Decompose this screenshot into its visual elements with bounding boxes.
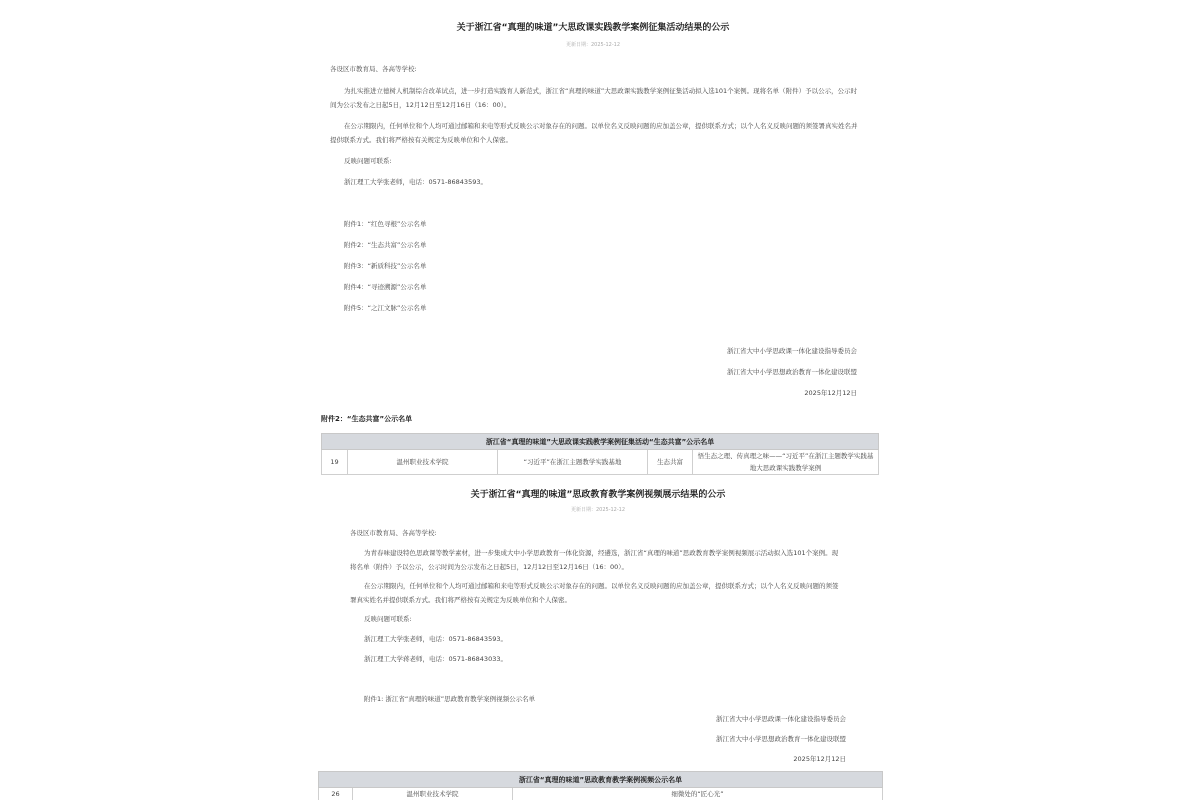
notice2-sign-date: 2025年12月12日 (793, 755, 846, 763)
notice1-contact: 浙江理工大学张老师，电话：0571-86843593。 (344, 178, 487, 186)
notice1-signer: 浙江省大中小学思政课一体化建设指导委员会 (727, 347, 857, 355)
notice1-title: 关于浙江省“真理的味道”大思政课实践教学案例征集活动结果的公示 (456, 23, 730, 33)
table-row (322, 450, 879, 475)
table-row (319, 788, 883, 800)
notice2-date: 更新日期：2025-12-12 (570, 507, 626, 513)
attachment2-table-wrapper (321, 433, 881, 476)
notice1-sign-date: 2025年12月12日 (804, 389, 857, 397)
notice2-table (318, 771, 883, 800)
notice2-paragraph-1: 为青春味建设特色思政课等教学素材，进一步集成大中小学思政教育一体化资源，经遴选，浙江省“真理的味道”思政教育教学案例视频展示活动拟入选101个案例。现将名单（附件）予以公示，公示时间为公示发布之日起5日，12月12日至12月16日（16：00）。 (350, 549, 839, 571)
notice2-signer: 浙江省大中小学思政课一体化建设指导委员会 (716, 715, 846, 723)
notice2-table-wrapper (318, 771, 884, 800)
notice1-attachment-link[interactable]: 附件5：“之江文脉”公示名单 (344, 304, 427, 312)
notice1-paragraph-1: 为扎实推进立德树人机制综合改革试点，进一步打造实践育人新范式，浙江省“真理的味道”大思政课实践教学案例征集活动拟入选101个案例。现将名单（附件）予以公示，公示时间为公示发布之日起5日，12月12日至12月16日（16：00）。 (330, 87, 858, 109)
notice2-contact: 浙江理工大学蒋老师，电话：0571-86843033。 (364, 655, 507, 663)
notice1-date: 更新日期：2025-12-12 (565, 42, 621, 48)
row-number: 26 (319, 788, 353, 800)
row-number: 19 (322, 450, 348, 475)
notice2-title: 关于浙江省“真理的味道”思政教育教学案例视频展示结果的公示 (470, 490, 726, 500)
attachment2-heading: 附件2：“生态共富”公示名单 (321, 415, 413, 423)
notice1-attachment-link[interactable]: 附件1：“红色寻根”公示名单 (344, 220, 427, 228)
notice2-greeting: 各设区市教育局、各高等学校: (350, 529, 437, 537)
row-title: 细微处的“匠心光” (513, 788, 883, 800)
notice2-contact: 浙江理工大学张老师，电话：0571-86843593。 (364, 635, 507, 643)
notice2-paragraph-2: 在公示期限内，任何单位和个人均可通过邮箱和来电等形式反映公示对象存在的问题。以单位名义反映问题的应加盖公章，提供联系方式；以个人名义反映问题的须签署真实姓名并提供联系方式。我们将严格按有关规定为反映单位和个人保密。 (350, 582, 839, 604)
notice1-attachment-link[interactable]: 附件2：“生态共富”公示名单 (344, 241, 427, 249)
notice2-table-title: 浙江省“真理的味道”思政教育教学案例视频公示名单 (319, 772, 883, 788)
attachment2-table (321, 433, 879, 475)
row-category: 生态共富 (648, 450, 693, 475)
notice1-greeting: 各设区市教育局、各高等学校: (330, 65, 417, 73)
notice1-signer: 浙江省大中小学思想政治教育一体化建设联盟 (727, 368, 857, 376)
row-case: 悟生态之理、传真理之味——“习近平”在浙江主题教学实践基地大思政课实践教学案例 (693, 450, 879, 475)
row-school: 温州职业技术学院 (348, 450, 498, 475)
notice2-contact-label: 反映问题可联系: (364, 615, 412, 623)
notice1-attachment-link[interactable]: 附件4：“寻迹溯源”公示名单 (344, 283, 427, 291)
notice2-signer: 浙江省大中小学思想政治教育一体化建设联盟 (716, 735, 846, 743)
row-base: “习近平”在浙江主题教学实践基地 (498, 450, 648, 475)
attachment2-table-title: 浙江省“真理的味道”大思政课实践教学案例征集活动“生态共富”公示名单 (322, 434, 879, 450)
notice1-contact-label: 反映问题可联系: (344, 157, 392, 165)
notice1-attachment-link[interactable]: 附件3：“新质科技”公示名单 (344, 262, 427, 270)
row-school: 温州职业技术学院 (353, 788, 513, 800)
notice1-paragraph-2: 在公示期限内，任何单位和个人均可通过邮箱和来电等形式反映公示对象存在的问题。以单位名义反映问题的应加盖公章，提供联系方式；以个人名义反映问题的须签署真实姓名并提供联系方式。我们将严格按有关规定为反映单位和个人保密。 (330, 122, 858, 144)
notice2-attachment-link[interactable]: 附件1: 浙江省“真理的味道”思政教育教学案例视频公示名单 (364, 695, 536, 703)
